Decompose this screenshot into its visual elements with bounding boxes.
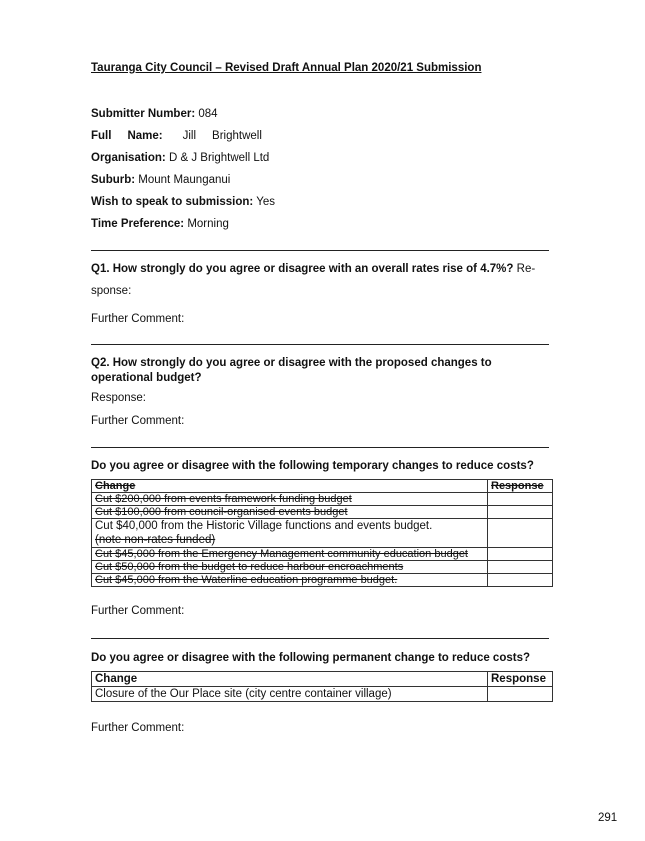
suburb-value: Mount Maunganui xyxy=(138,174,231,186)
column-header-change: Change xyxy=(92,480,488,493)
response-cell[interactable] xyxy=(488,506,553,519)
submitter-number-label: Submitter Number: xyxy=(91,108,196,120)
q1-response-label: sponse: xyxy=(91,285,132,297)
document-title: Tauranga City Council – Revised Draft Annual Plan 2020/21 Submission xyxy=(91,62,482,74)
q2-question: Q2. How strongly do you agree or disagree with the proposed changes to operational budget? xyxy=(91,357,492,384)
table-row xyxy=(92,561,553,574)
response-cell[interactable] xyxy=(488,548,553,561)
response-cell[interactable] xyxy=(488,561,553,574)
change-note: (note non-rates funded) xyxy=(95,534,216,546)
table-row xyxy=(92,687,553,702)
temporary-changes-table xyxy=(91,479,553,587)
response-cell[interactable] xyxy=(488,574,553,587)
full-name-label-1: Full xyxy=(91,130,112,142)
permanent-change-table xyxy=(91,671,553,702)
organisation-label: Organisation: xyxy=(91,152,166,164)
table-row xyxy=(92,574,553,587)
submitter-number xyxy=(91,108,218,120)
first-name-value: Jill xyxy=(182,130,197,142)
column-header-response: Response xyxy=(488,672,553,687)
divider xyxy=(91,638,549,639)
q2-further-comment: Further Comment: xyxy=(91,415,185,427)
change-cell: Closure of the Our Place site (city centre container village) xyxy=(92,687,488,702)
table-row xyxy=(92,493,553,506)
submitter-number-value: 084 xyxy=(198,108,218,120)
time-preference xyxy=(91,218,229,230)
change-text: Cut $40,000 from the Historic Village functions and events budget. xyxy=(95,520,433,532)
change-cell: Cut $50,000 from the budget to reduce harbour encroachments xyxy=(92,561,488,574)
table-row xyxy=(92,506,553,519)
divider xyxy=(91,344,549,345)
time-preference-label: Time Preference: xyxy=(91,218,185,230)
suburb-label: Suburb: xyxy=(91,174,136,186)
time-preference-value: Morning xyxy=(187,218,229,230)
wish-to-speak xyxy=(91,196,275,208)
change-cell: Cut $45,000 from the Emergency Management community education budget xyxy=(92,548,488,561)
column-header-response: Response xyxy=(488,480,553,493)
table-row xyxy=(92,519,553,548)
wish-to-speak-value: Yes xyxy=(256,196,275,208)
organisation-value: D & J Brightwell Ltd xyxy=(168,152,270,164)
change-cell xyxy=(92,519,488,548)
wish-to-speak-label: Wish to speak to submission: xyxy=(91,196,254,208)
column-header-change: Change xyxy=(92,672,488,687)
full-name-label-2: Name: xyxy=(127,130,163,142)
q2-response-label: Response: xyxy=(91,392,146,404)
change-cell: Cut $100,000 from council-organised events budget xyxy=(92,506,488,519)
divider xyxy=(91,250,549,251)
response-cell[interactable] xyxy=(488,519,553,548)
response-cell[interactable] xyxy=(488,687,553,702)
full-name xyxy=(91,130,262,142)
divider xyxy=(91,447,549,448)
q1-further-comment: Further Comment: xyxy=(91,313,185,325)
table-row xyxy=(92,548,553,561)
permanent-change-question: Do you agree or disagree with the following permanent change to reduce costs? xyxy=(91,652,530,664)
change-cell: Cut $45,000 from the Waterline education programme budget. xyxy=(92,574,488,587)
temporary-changes-question: Do you agree or disagree with the following temporary changes to reduce costs? xyxy=(91,460,534,472)
last-name-value: Brightwell xyxy=(212,130,262,142)
page-number: 291 xyxy=(598,812,618,824)
q1-response-label-start: Re- xyxy=(516,263,536,275)
q1-question-text: Q1. How strongly do you agree or disagree with an overall rates rise of 4.7%? xyxy=(91,263,514,275)
response-cell[interactable] xyxy=(488,493,553,506)
change-cell: Cut $200,000 from events framework funding budget xyxy=(92,493,488,506)
q1-question xyxy=(91,262,553,277)
permanent-further-comment: Further Comment: xyxy=(91,722,185,734)
organisation xyxy=(91,152,269,164)
temporary-further-comment: Further Comment: xyxy=(91,605,185,617)
table-header-row xyxy=(92,672,553,687)
table-header-row xyxy=(92,480,553,493)
suburb xyxy=(91,174,230,186)
